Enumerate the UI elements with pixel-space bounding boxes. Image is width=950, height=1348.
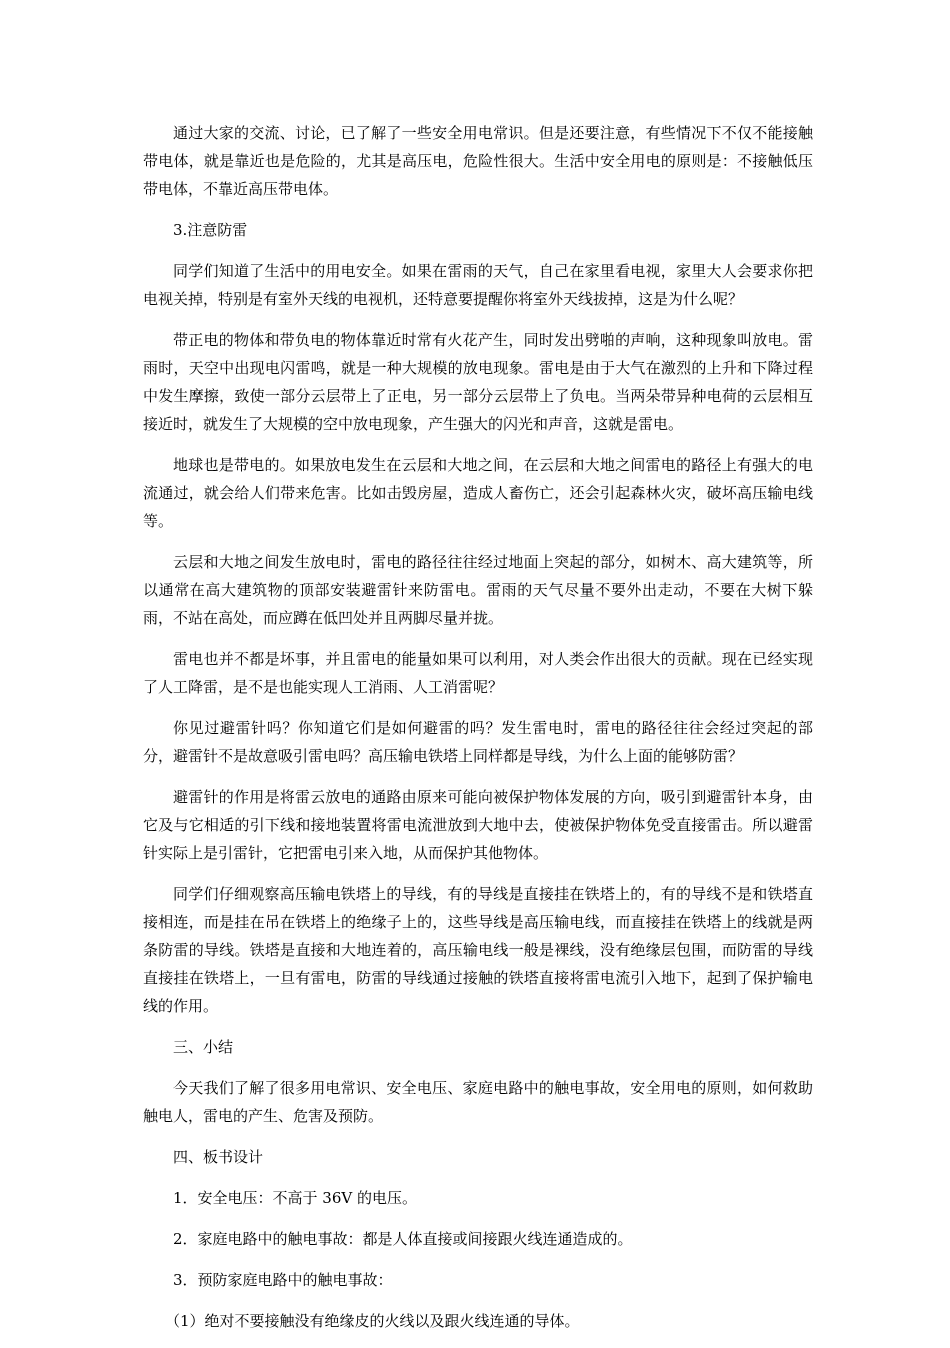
paragraph-rod-function: 避雷针的作用是将雷云放电的通路由原来可能向被保护物体发展的方向，吸引到避雷针本身，由它及与它相适的引下线和接地装置将雷电流泄放到大地中去，使被保护物体免受直接雷击。所以避雷针实际上是引雷针，它把雷电引来入地，从而保护其他物体。 xyxy=(143,788,813,862)
list-item-electric-shock: 2．家庭电路中的触电事故：都是人体直接或间接跟火线连通造成的。 xyxy=(173,1230,633,1248)
paragraph-summary: 今天我们了解了很多用电常识、安全电压、家庭电路中的触电事故，安全用电的原则，如何救助触电人，雷电的产生、危害及预防。 xyxy=(143,1079,813,1125)
document-body xyxy=(143,119,813,1348)
heading-lightning-protection: 3.注意防雷 xyxy=(173,221,248,239)
paragraph-tower-wires: 同学们仔细观察高压输电铁塔上的导线，有的导线是直接挂在铁塔上的，有的导线不是和铁塔直接相连，而是挂在吊在铁塔上的绝缘子上的，这些导线是高压输电线，而直接挂在铁塔上的线就是两条防雷的导线。铁塔是直接和大地连着的，高压输电线一般是裸线，没有绝缘层包围，而防雷的导线直接挂在铁塔上，一旦有雷电，防雷的导线通过接触的铁塔直接将雷电流引入地下，起到了保护输电线的作用。 xyxy=(143,885,813,1015)
paragraph-discharge: 带正电的物体和带负电的物体靠近时常有火花产生，同时发出劈啪的声响，这种现象叫放电。雷雨时，天空中出现电闪雷鸣，就是一种大规模的放电现象。雷电是由于大气在激烈的上升和下降过程中发生摩擦，致使一部分云层带上了正电，另一部分云层带上了负电。当两朵带异种电荷的云层相互接近时，就发生了大规模的空中放电现象，产生强大的闪光和声音，这就是雷电。 xyxy=(143,331,813,433)
paragraph-tv-question: 同学们知道了生活中的用电安全。如果在雷雨的天气，自己在家里看电视，家里大人会要求你把电视关掉，特别是有室外天线的电视机，还特意要提醒你将室外天线拔掉，这是为什么呢？ xyxy=(143,262,813,308)
list-subitem-no-touch: （1）绝对不要接触没有绝缘皮的火线以及跟火线连通的导体。 xyxy=(165,1312,580,1330)
paragraph-earth-charged: 地球也是带电的。如果放电发生在云层和大地之间，在云层和大地之间雷电的路径上有强大的电流通过，就会给人们带来危害。比如击毁房屋，造成人畜伤亡，还会引起森林火灾，破坏高压输电线等。 xyxy=(143,456,813,530)
paragraph-rod-question: 你见过避雷针吗？你知道它们是如何避雷的吗？发生雷电时，雷电的路径往往会经过突起的部分，避雷针不是故意吸引雷电吗？高压输电铁塔上同样都是导线，为什么上面的能够防雷？ xyxy=(143,719,813,765)
paragraph-safety-principle: 通过大家的交流、讨论，已了解了一些安全用电常识。但是还要注意，有些情况下不仅不能接触带电体，就是靠近也是危险的，尤其是高压电，危险性很大。生活中安全用电的原则是：不接触低压带电体，不靠近高压带电体。 xyxy=(143,124,813,198)
list-item-safe-voltage: 1．安全电压：不高于 36V 的电压。 xyxy=(173,1189,418,1207)
list-item-prevention: 3．预防家庭电路中的触电事故： xyxy=(173,1271,393,1289)
heading-board-design: 四、板书设计 xyxy=(173,1148,264,1166)
paragraph-lightning-benefit: 雷电也并不都是坏事，并且雷电的能量如果可以利用，对人类会作出很大的贡献。现在已经实现了人工降雷，是不是也能实现人工消雨、人工消雷呢？ xyxy=(143,650,813,696)
heading-summary: 三、小结 xyxy=(173,1038,234,1056)
paragraph-lightning-rod: 云层和大地之间发生放电时，雷电的路径往往经过地面上突起的部分，如树木、高大建筑等，所以通常在高大建筑物的顶部安装避雷针来防雷电。雷雨的天气尽量不要外出走动，不要在大树下躲雨，不站在高处，而应蹲在低凹处并且两脚尽量并拢。 xyxy=(143,553,813,627)
